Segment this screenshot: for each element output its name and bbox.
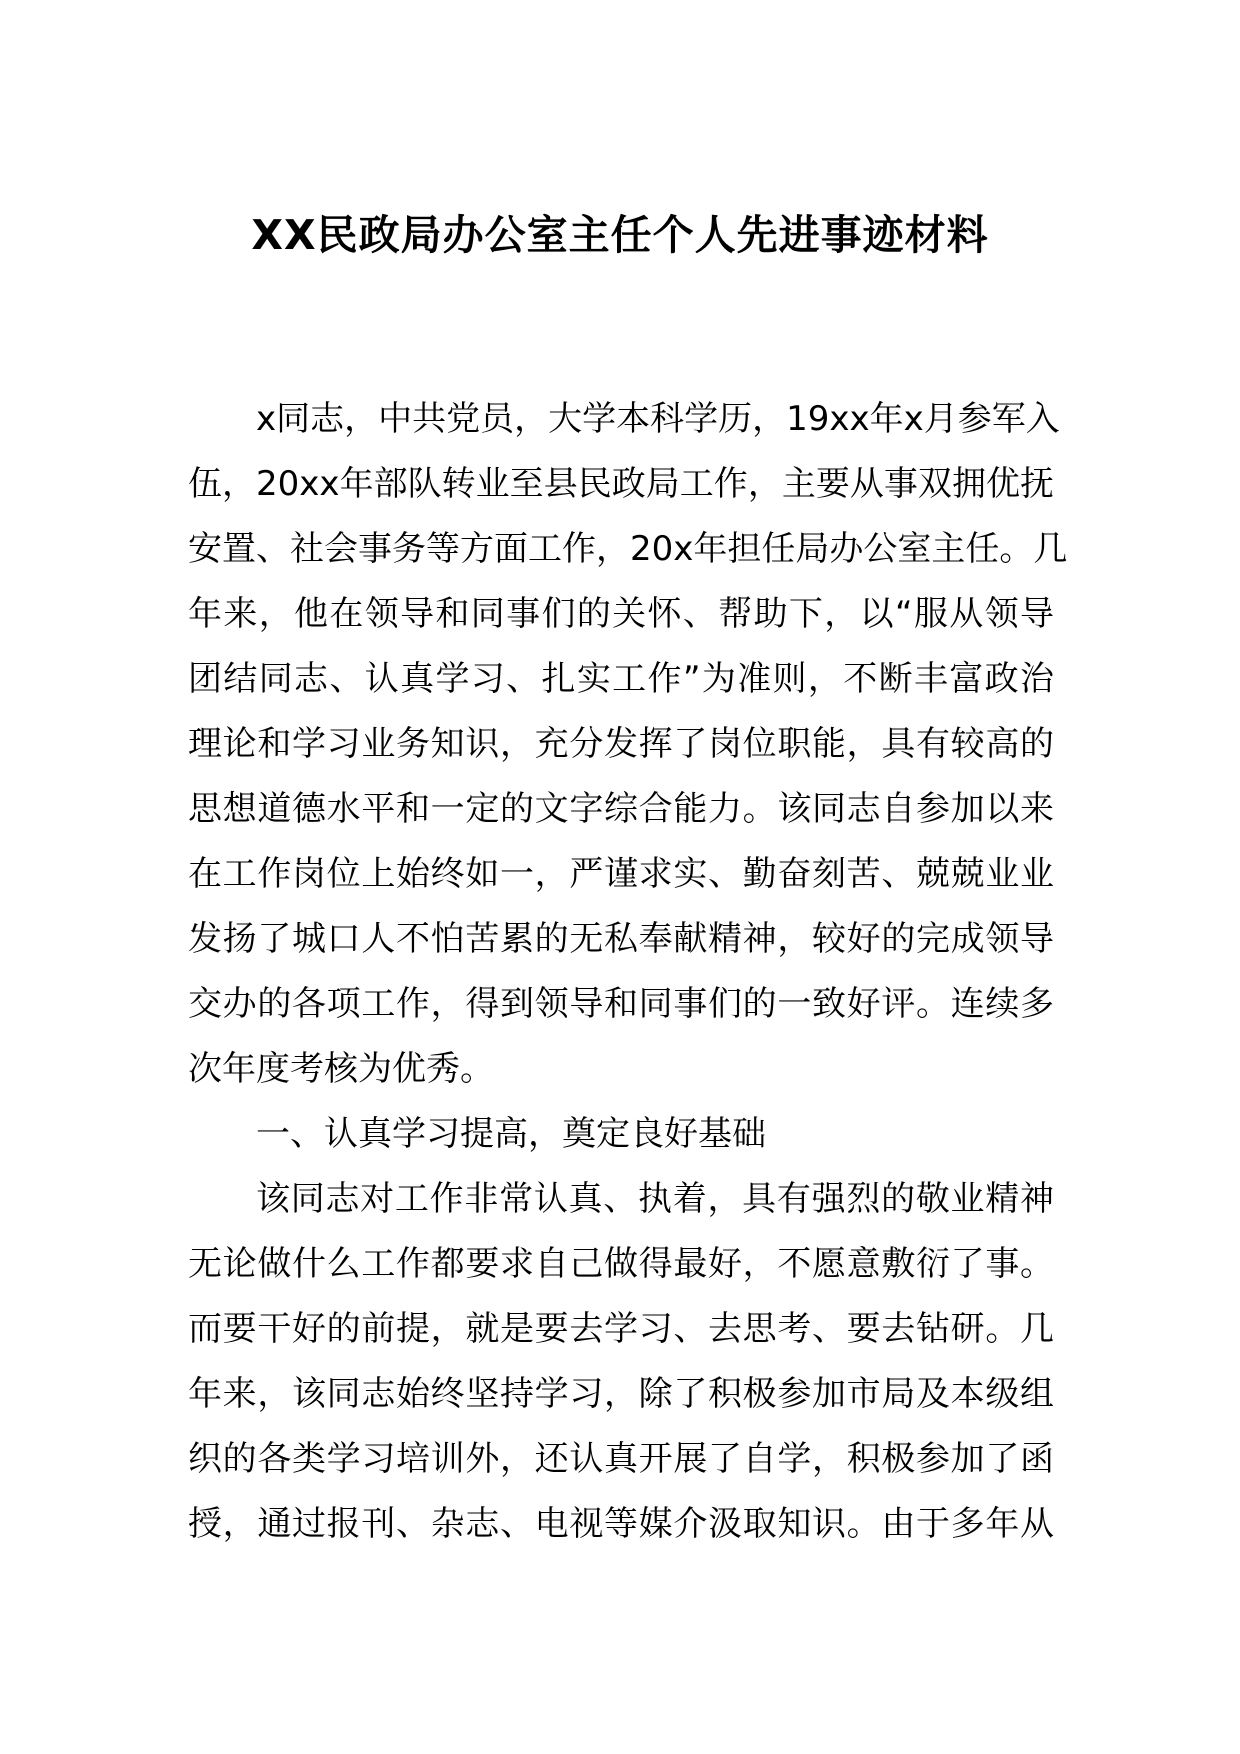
text-line: 无论做什么工作都要求自己做得最好，不愿意敷衍了事。 bbox=[188, 1244, 1054, 1284]
section-heading-text: 一、认真学习提高，奠定良好基础 bbox=[256, 1114, 766, 1154]
section-heading bbox=[188, 1102, 1054, 1167]
text-line: 理论和学习业务知识，充分发挥了岗位职能，具有较高的 bbox=[188, 724, 1054, 764]
text-line: 交办的各项工作，得到领导和同事们的一致好评。连续多 bbox=[188, 984, 1054, 1024]
paragraph-intro bbox=[188, 387, 1068, 1102]
text-line: 次年度考核为优秀。 bbox=[188, 1049, 494, 1089]
text-line: 安置、社会事务等方面工作，20x年担任局办公室主任。几 bbox=[188, 529, 1068, 569]
paragraph-study bbox=[188, 1167, 1054, 1557]
text-line: 团结同志、认真学习、扎实工作”为准则，不断丰富政治 bbox=[188, 659, 1054, 699]
text-line: 伍，20xx年部队转业至县民政局工作，主要从事双拥优抚 bbox=[188, 464, 1054, 504]
text-line: 授，通过报刊、杂志、电视等媒介汲取知识。由于多年从 bbox=[188, 1504, 1054, 1544]
document-body bbox=[188, 387, 1068, 1557]
text-line: 年来，他在领导和同事们的关怀、帮助下，以“服从领导 bbox=[188, 594, 1054, 634]
text-line: 而要干好的前提，就是要去学习、去思考、要去钻研。几 bbox=[188, 1309, 1054, 1349]
text-line: 在工作岗位上始终如一，严谨求实、勤奋刻苦、兢兢业业 bbox=[188, 854, 1054, 894]
text-line: 该同志对工作非常认真、执着，具有强烈的敬业精神 bbox=[256, 1179, 1054, 1219]
text-line: 发扬了城口人不怕苦累的无私奉献精神，较好的完成领导 bbox=[188, 919, 1054, 959]
document-title: XX民政局办公室主任个人先进事迹材料 bbox=[251, 211, 989, 259]
text-line: 思想道德水平和一定的文字综合能力。该同志自参加以来 bbox=[188, 789, 1054, 829]
text-line: 织的各类学习培训外，还认真开展了自学，积极参加了函 bbox=[188, 1439, 1054, 1479]
text-line: x同志，中共党员，大学本科学历，19xx年x月参军入 bbox=[256, 399, 1060, 439]
text-line: 年来，该同志始终坚持学习，除了积极参加市局及本级组 bbox=[188, 1374, 1054, 1414]
